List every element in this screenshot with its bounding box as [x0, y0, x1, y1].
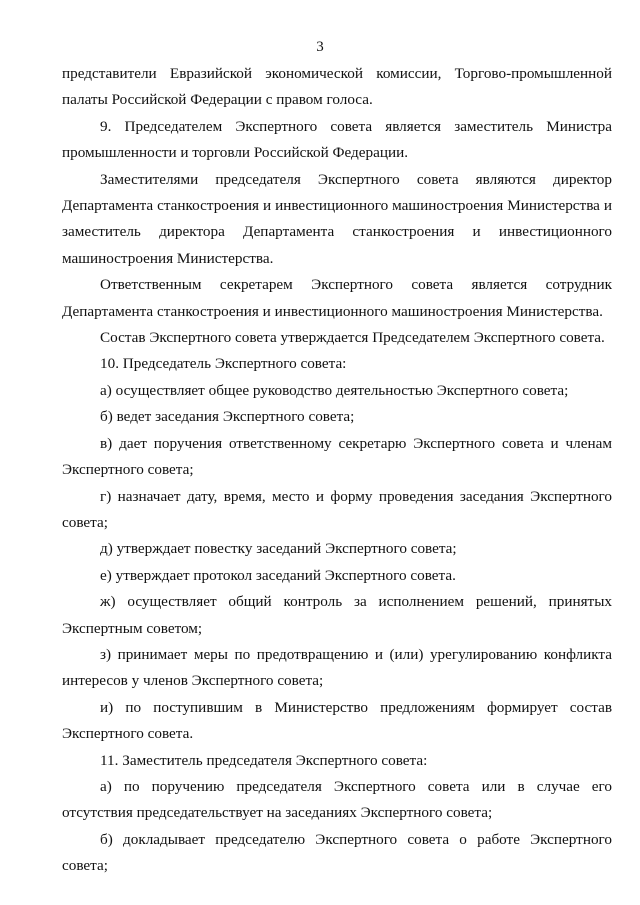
- document-body: [62, 61, 612, 880]
- paragraph-10-v: в) дает поручения ответственному секретарю Экспертного совета и членам Экспертного совета;: [62, 434, 612, 479]
- paragraph-council-composition: Состав Экспертного совета утверждается Председателем Экспертного совета.: [100, 329, 605, 347]
- paragraph-10-i: и) по поступившим в Министерство предложениям формирует состав Экспертного совета.: [62, 698, 612, 743]
- paragraph-representatives: представители Евразийской экономической комиссии, Торгово-промышленной палаты Российской Федерации с правом голоса.: [62, 65, 612, 109]
- paragraph-10-g: г) назначает дату, время, место и форму проведения заседания Экспертного совета;: [62, 487, 612, 531]
- paragraph-10-z: з) принимает меры по предотвращению и (или) урегулированию конфликта интересов у членов Экспертного совета;: [62, 645, 612, 690]
- paragraph-deputy-chairmen: Заместителями председателя Экспертного совета являются директор Департамента станкостроения и инвестиционного машиностроения Министерства и заместитель директора Департамента станкостроения и инвестиционного машиностроения Министерства.: [62, 170, 612, 267]
- paragraph-executive-secretary: Ответственным секретарем Экспертного совета является сотрудник Департамента станкостроения и инвестиционного машиностроения Министерства.: [62, 276, 612, 320]
- paragraph-9-chairman: 9. Председателем Экспертного совета является заместитель Министра промышленности и торговли Российской Федерации.: [62, 117, 612, 162]
- page-number: 3: [316, 39, 324, 55]
- paragraph-11-b: б) докладывает председателю Экспертного совета о работе Экспертного совета;: [62, 830, 612, 875]
- paragraph-10-a: а) осуществляет общее руководство деятельностью Экспертного совета;: [100, 381, 569, 399]
- paragraph-10-zh: ж) осуществляет общий контроль за исполнением решений, принятых Экспертным советом;: [62, 593, 612, 637]
- paragraph-11-heading: 11. Заместитель председателя Экспертного совета:: [100, 751, 428, 769]
- paragraph-10-d: д) утверждает повестку заседаний Экспертного совета;: [100, 540, 457, 558]
- paragraph-10-b: б) ведет заседания Экспертного совета;: [100, 408, 355, 426]
- paragraph-10-e: е) утверждает протокол заседаний Экспертного совета.: [100, 566, 456, 584]
- paragraph-10-heading: 10. Председатель Экспертного совета:: [100, 355, 347, 373]
- paragraph-11-a: а) по поручению председателя Экспертного совета или в случае его отсутствия председательствует на заседаниях Экспертного совета;: [62, 777, 612, 822]
